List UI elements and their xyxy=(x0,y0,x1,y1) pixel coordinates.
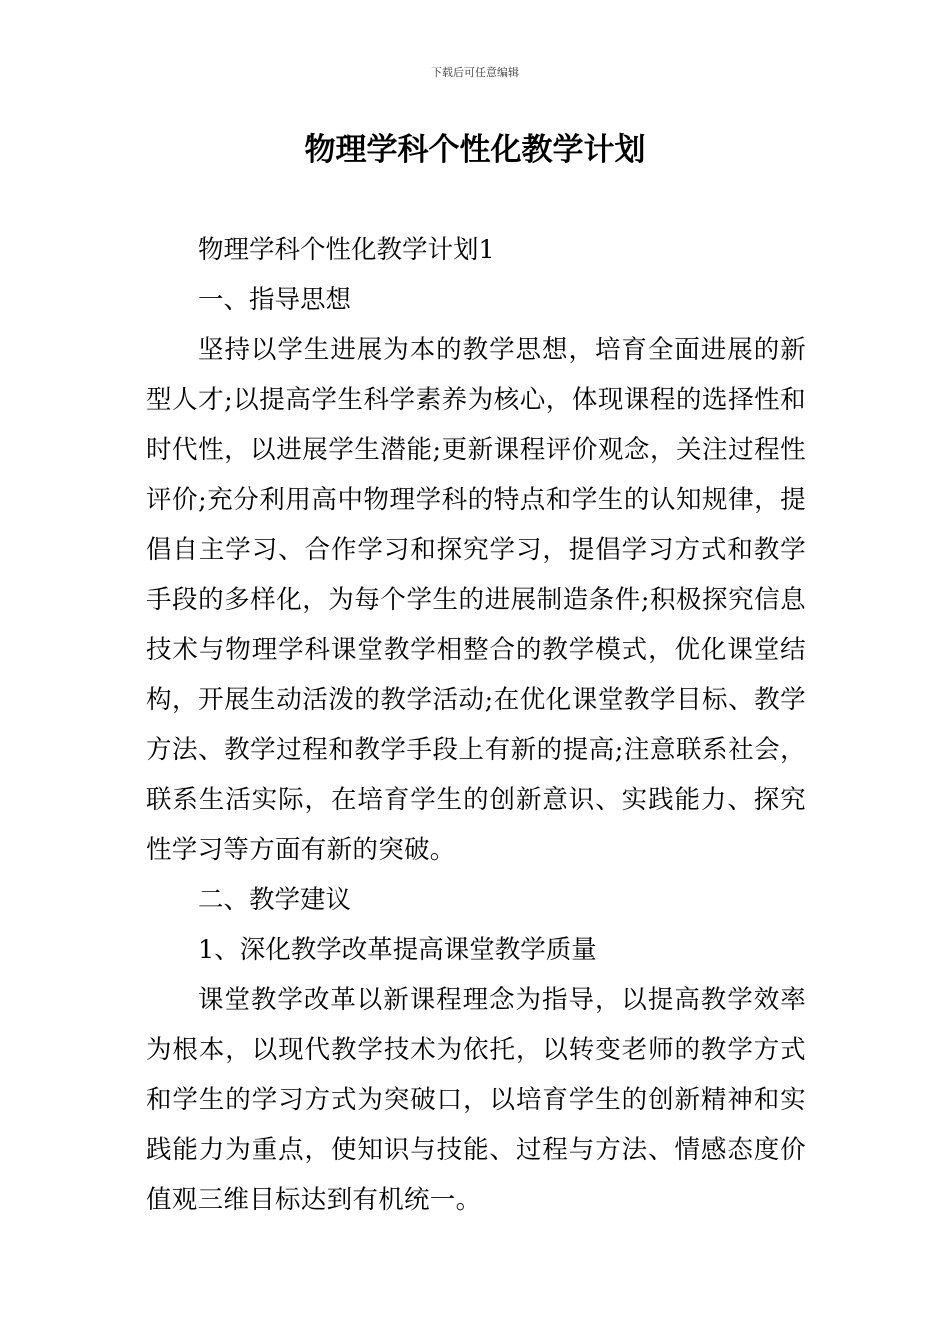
subsection-heading-deepen-reform: 1、深化教学改革提高课堂教学质量 xyxy=(198,935,597,965)
section-heading-guiding-thought: 一、指导思想 xyxy=(198,285,352,315)
plan-subtitle: 物理学科个性化教学计划1 xyxy=(198,235,495,265)
document-title: 物理学科个性化教学计划 xyxy=(304,132,646,168)
paragraph-classroom-reform: 课堂教学改革以新课程理念为指导，以提高教学效率为根本，以现代教学技术为依托，以转变老师的教学方式和学生的学习方式为突破口，以培育学生的创新精神和实践能力为重点，使知识与技能、过程与方法、情感态度价值观三维目标达到有机统一。 xyxy=(146,985,806,1215)
section-heading-teaching-suggestions: 二、教学建议 xyxy=(198,885,352,915)
header-note: 下载后可任意编辑 xyxy=(431,66,519,79)
paragraph-guiding-thought: 坚持以学生进展为本的教学思想，培育全面进展的新型人才;以提高学生科学素养为核心，体现课程的选择性和时代性，以进展学生潜能;更新课程评价观念，关注过程性评价;充分利用高中物理学科的特点和学生的认知规律，提倡自主学习、合作学习和探究学习，提倡学习方式和教学手段的多样化，为每个学生的进展制造条件;积极探究信息技术与物理学科课堂教学相整合的教学模式，优化课堂结构，开展生动活泼的教学活动;在优化课堂教学目标、教学方法、教学过程和教学手段上有新的提高;注意联系社会，联系生活实际，在培育学生的创新意识、实践能力、探究性学习等方面有新的突破。 xyxy=(146,335,806,865)
document-body xyxy=(146,225,806,1225)
